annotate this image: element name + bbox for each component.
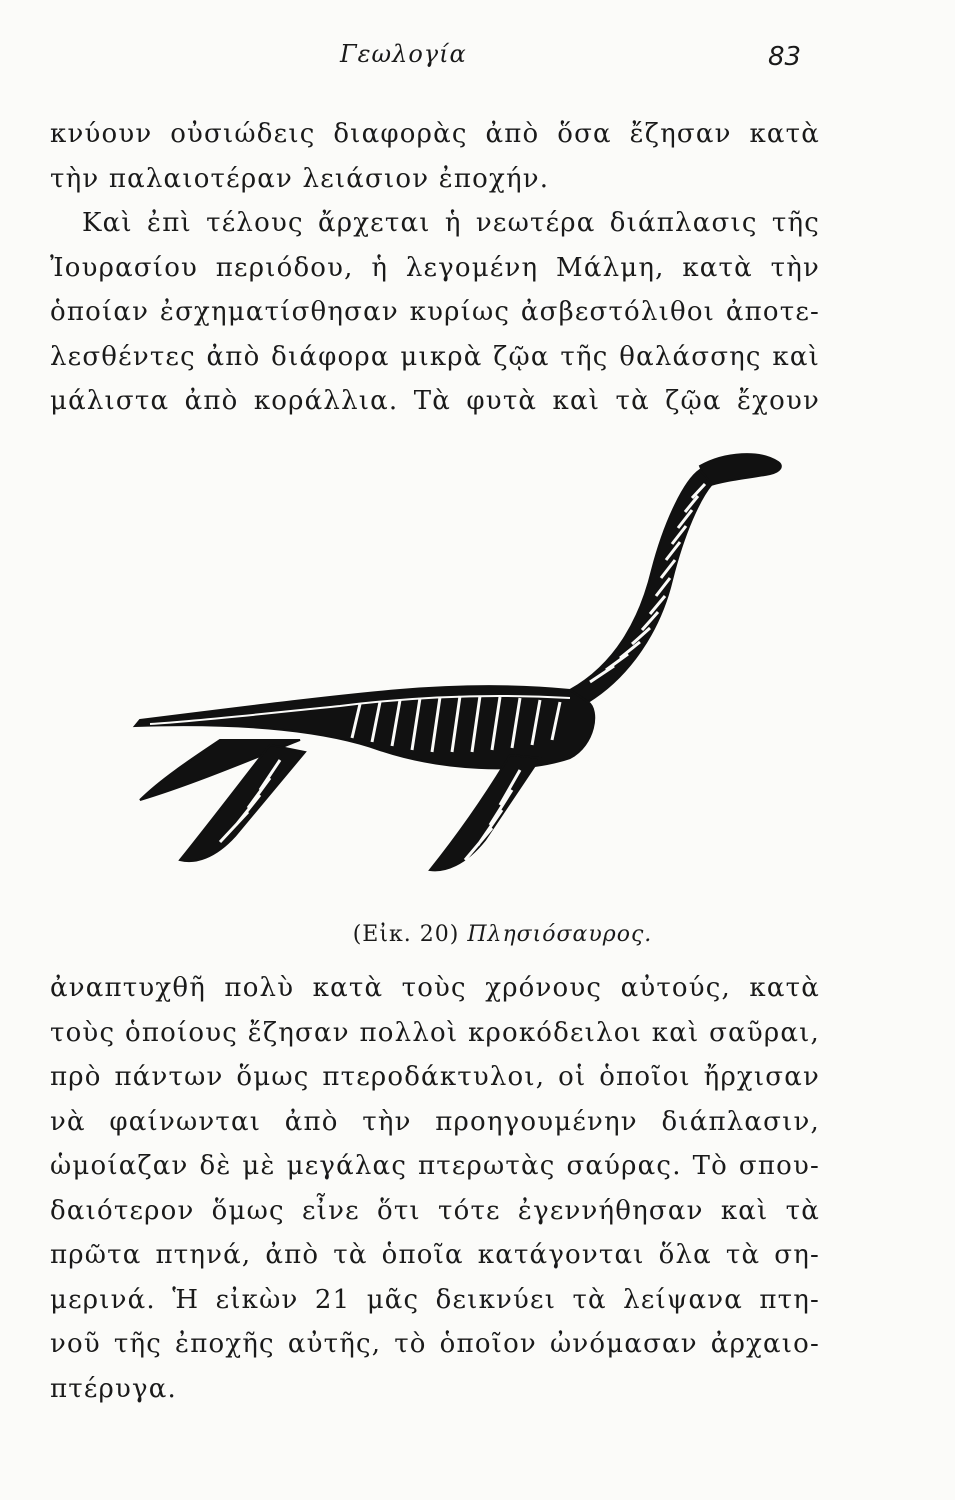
text-line: πτέρυγα. (50, 1373, 177, 1404)
text-line: ἀναπτυχθῆ πολὺ κατὰ τοὺς χρόνους αὐτούς, κατὰ (50, 973, 820, 1003)
page-number: 83 (768, 42, 802, 72)
caption-name: Πλησιόσαυρος. (467, 922, 653, 947)
page-header (0, 40, 955, 80)
text-line: πρὸ πάντων ὅμως πτεροδάκτυλοι, οἱ ὁποῖοι ἤρχισαν (50, 1062, 820, 1092)
text-block-top (50, 112, 820, 424)
caption-label: (Εἰκ. 20) (352, 922, 460, 947)
text-line: πρῶτα πτηνά, ἀπὸ τὰ ὁποῖα κατάγονται ὅλα τὰ ση- (50, 1240, 820, 1270)
front-flipper (430, 755, 540, 870)
text-line: ὁποίαν ἐσχηματίσθησαν κυρίως ἀσβεστόλιθοι ἀποτε- (50, 297, 820, 327)
plesiosaur-figure (100, 440, 790, 900)
skull (700, 454, 781, 486)
text-line: νὰ φαίνωνται ἀπὸ τὴν προηγουμένην διάπλασιν, (50, 1106, 820, 1137)
text-line: μάλιστα ἀπὸ κοράλλια. Τὰ φυτὰ καὶ τὰ ζῷα ἔχουν (50, 386, 820, 416)
text-line: τοὺς ὁποίους ἔζησαν πολλοὶ κροκόδειλοι καὶ σαῦραι, (50, 1017, 820, 1048)
plesiosaur-skeleton-illustration (100, 440, 790, 900)
text-line: δαιότερον ὅμως εἶνε ὅτι τότε ἐγεννήθησαν καὶ τὰ (50, 1195, 820, 1226)
text-line: κνύουν οὐσιώδεις διαφορὰς ἀπὸ ὅσα ἔζησαν κατὰ (50, 119, 820, 149)
text-line: τὴν παλαιοτέραν λειάσιον ἐποχήν. (50, 163, 550, 194)
text-line: Καὶ ἐπὶ τέλους ἄρχεται ἡ νεωτέρα διάπλασις τῆς (82, 208, 820, 238)
text-line: λεσθέντες ἀπὸ διάφορα μικρὰ ζῷα τῆς θαλάσσης καὶ (50, 341, 820, 372)
text-line: Ἰουρασίου περιόδου, ἡ λεγομένη Μάλμη, κατὰ τὴν (50, 252, 820, 283)
text-block-bottom (50, 966, 820, 1404)
text-line: νοῦ τῆς ἐποχῆς αὐτῆς, τὸ ὁποῖον ὠνόμασαν ἀρχαιο- (50, 1329, 820, 1359)
text-line: μερινά. Ἡ εἰκὼν 21 μᾶς δεικνύει τὰ λείψανα πτη- (50, 1284, 820, 1315)
running-title: Γεωλογία (340, 40, 467, 68)
figure-caption (0, 922, 955, 947)
text-line: ὡμοίαζαν δὲ μὲ μεγάλας πτερωτὰς σαύρας. Τὸ σπου- (50, 1151, 820, 1181)
